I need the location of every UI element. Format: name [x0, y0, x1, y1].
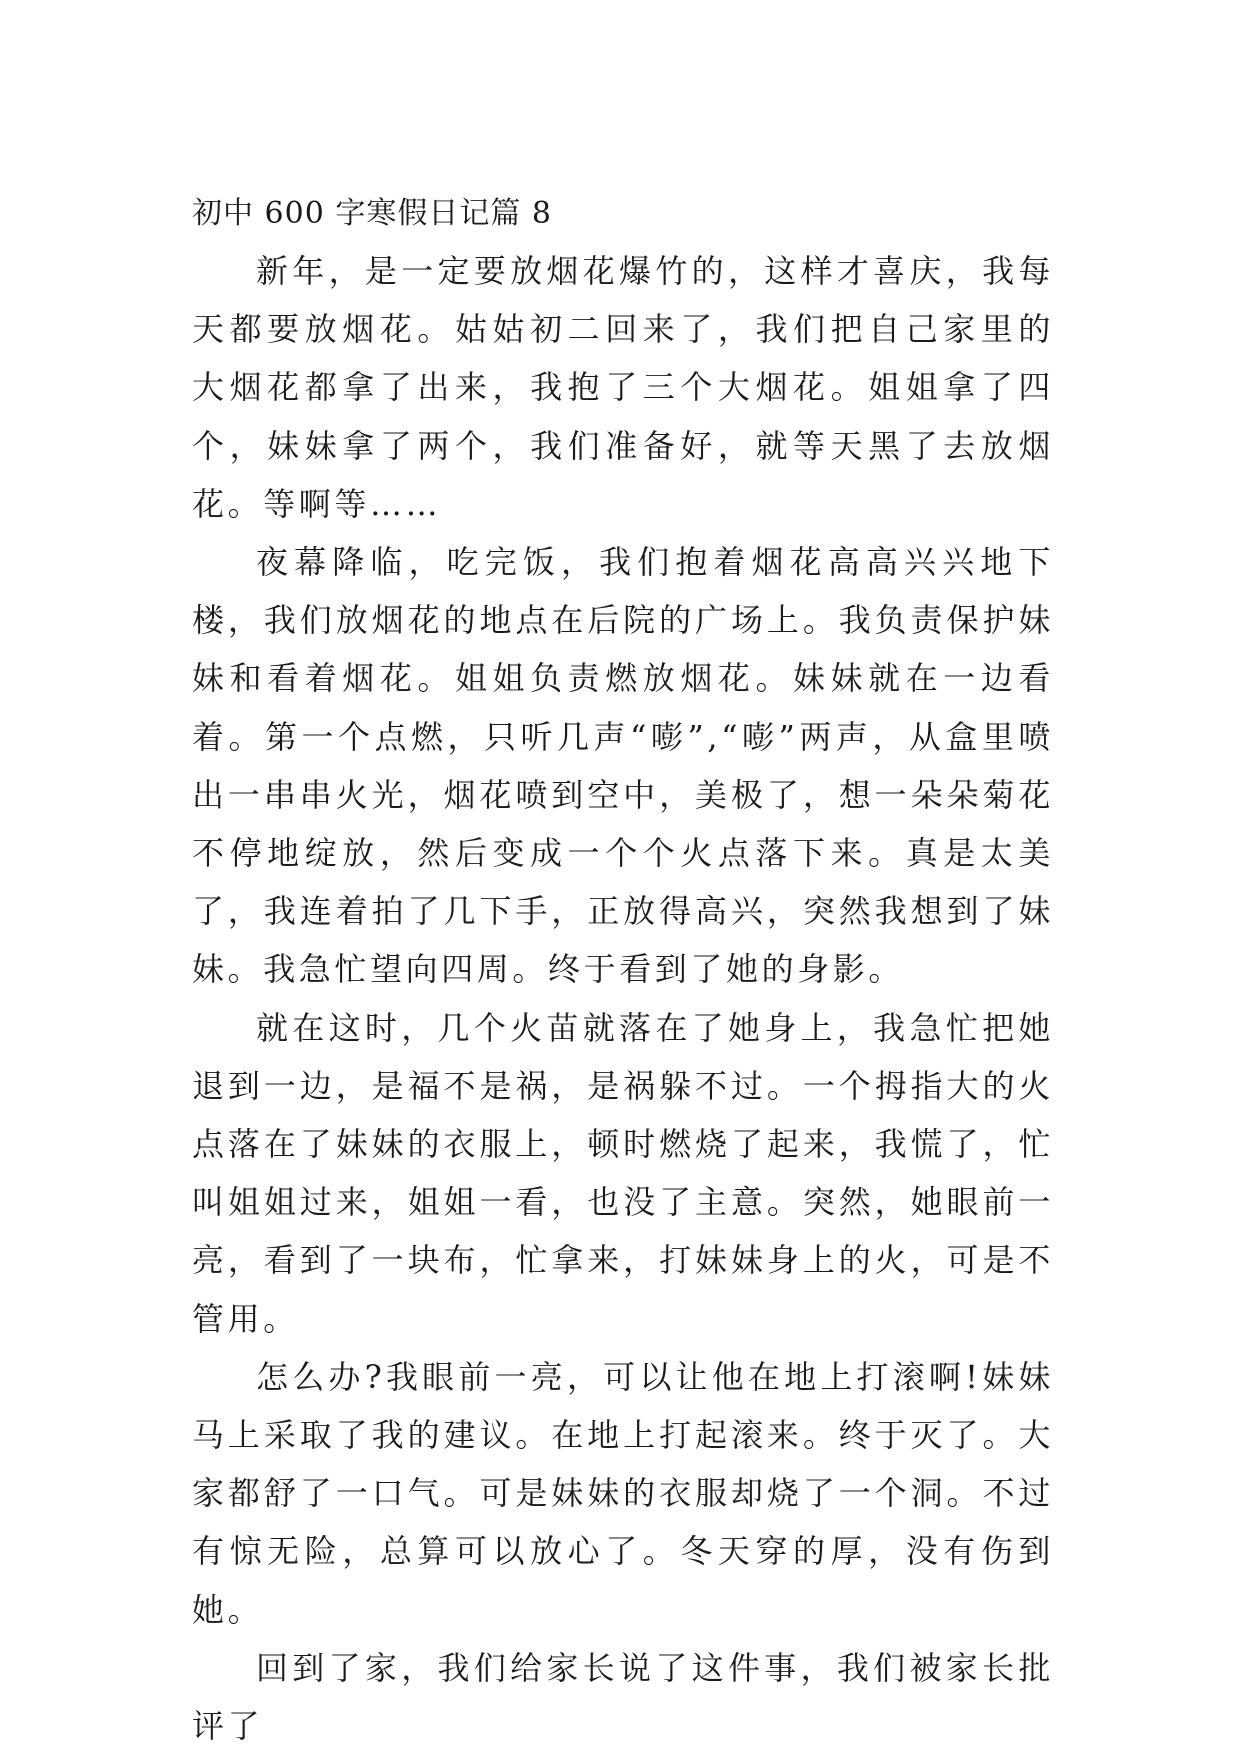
paragraph-1: 新年，是一定要放烟花爆竹的，这样才喜庆，我每天都要放烟花。姑姑初二回来了，我们把自己家里的 大烟花都拿了出来，我抱了三个大烟花。姐姐拿了四个，妹妹拿了两个，我们准备好，就等天黑了去放烟花。等啊等…… [192, 252, 1054, 523]
paragraph-4: 怎么办?我眼前一亮，可以让他在地上打滚啊!妹妹马上采取了我的建议。在地上打起滚来。终于灭了。大家都舒了一口气。可是妹妹的衣服却烧了一个洞。不过有惊无险，总算可以放心了。冬天穿的厚，没有伤到她。 [192, 1357, 1054, 1629]
paragraph-2: 夜幕降临，吃完饭，我们抱着烟花高高兴兴地下楼，我们放烟花的地点在后院的广场上。我负责保护妹妹和看着烟花。姐姐负责燃放烟花。妹妹就在一边看着。第一个点燃，只听几声“嘭”,“嘭”两声，从盒里喷出一串串火光，烟花喷到空中，美极了，想一朵朵菊花不停地绽放，然后变成一个个火点落下来。真是太美了，我连着拍了几下手，正放得高兴，突然我想到了妹妹。我急忙望向四周。终于看到了她的身影。 [192, 543, 1054, 989]
paragraph-3: 就在这时，几个火苗就落在了她身上，我急忙把她退到一边，是福不是祸，是祸躲不过。一个拇指大的火点落在了妹妹的衣服上，顿时燃烧了起来，我慌了，忙叫姐姐过来，姐姐一看，也没了主意。突然，她眼前一亮，看到了一块布，忙拿来，打妹妹身上的火，可是不管用。 [192, 1008, 1054, 1338]
document-title: 初中 600 字寒假日记篇 8 [192, 196, 552, 231]
paragraph-5: 回到了家，我们给家长说了这件事，我们被家长批评了 [192, 1648, 1054, 1746]
document-body [192, 196, 1054, 1755]
